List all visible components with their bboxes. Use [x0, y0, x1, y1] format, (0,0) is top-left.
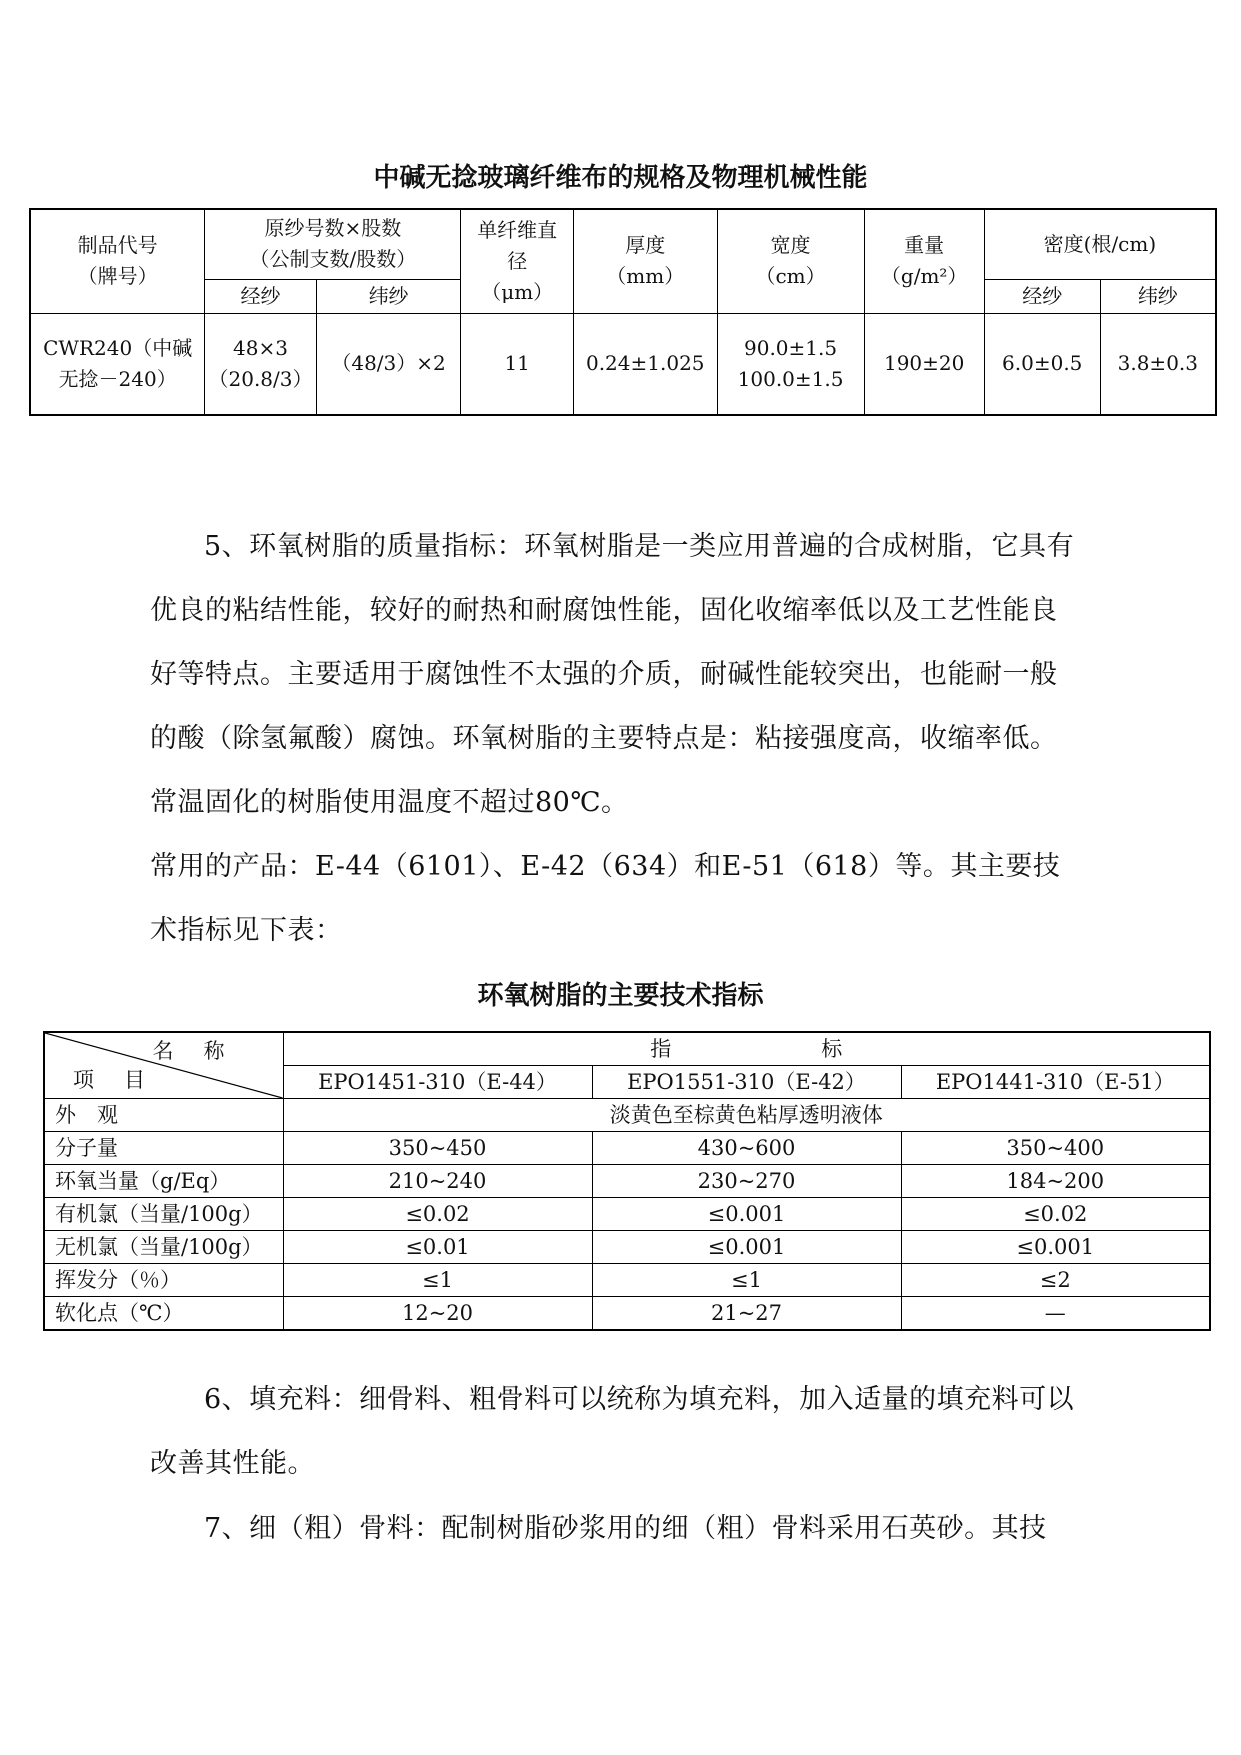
corner-header — [44, 1032, 283, 1099]
table-cell: 184~200 — [901, 1165, 1210, 1198]
column-header: EPO1451-310（E-44） — [283, 1066, 592, 1099]
table-cell: ≤0.001 — [592, 1231, 901, 1264]
header-density-warp: 经纱 — [984, 279, 1100, 313]
paragraph-5: 5、环氧树脂的质量指标：环氧树脂是一类应用普遍的合成树脂，它具有优良的粘结性能，较好的耐热和耐腐蚀性能，固化收缩率低以及工艺性能良好等特点。主要适用于腐蚀性不太强的介质，耐碱性能较突出，也能耐一般的酸（除氢氟酸）腐蚀。环氧树脂的主要特点是：粘接强度高，收缩率低。常温固化的树脂使用温度不超过80℃。 — [150, 531, 1075, 818]
cell-weft: （48/3）×2 — [316, 313, 461, 415]
row-label: 无机氯（当量/100g） — [44, 1231, 283, 1264]
header-weft: 纬纱 — [316, 279, 461, 313]
header-diameter-line3: （μm） — [481, 279, 554, 304]
row-label: 分子量 — [44, 1132, 283, 1165]
cell-thickness: 0.24±1.025 — [573, 313, 717, 415]
header-width — [717, 209, 864, 313]
table-row — [44, 1297, 1210, 1331]
paragraph-7: 7、细（粗）骨料：配制树脂砂浆用的细（粗）骨料采用石英砂。其技 — [204, 1513, 1047, 1544]
table-cell: 21~27 — [592, 1297, 901, 1331]
table-cell: ≤0.02 — [283, 1198, 592, 1231]
header-yarn-line2: （公制支数/股数） — [249, 247, 417, 272]
cell-code-line1: CWR240（中碱 — [43, 335, 193, 360]
cell-width — [717, 313, 864, 415]
column-header: EPO1441-310（E-51） — [901, 1066, 1210, 1099]
cell-density-warp: 6.0±0.5 — [984, 313, 1100, 415]
table-cell: ≤0.001 — [592, 1198, 901, 1231]
header-code-line1: 制品代号 — [77, 233, 158, 258]
table-row — [44, 1132, 1210, 1165]
table-cell: 12~20 — [283, 1297, 592, 1331]
header-thickness — [573, 209, 717, 313]
header-diameter-line1: 单纤维直 — [477, 217, 558, 242]
epoxy-spec-table — [43, 1031, 1211, 1331]
cell-warp — [205, 313, 316, 415]
table-cell: 350~400 — [901, 1132, 1210, 1165]
cell-warp-line1: 48×3 — [233, 335, 288, 360]
table-cell: 350~450 — [283, 1132, 592, 1165]
paragraph-5-products: 常用的产品：E-44（6101）、E-42（634）和E-51（618）等。其主要技术指标见下表： — [150, 851, 1061, 946]
table-row — [44, 1165, 1210, 1198]
table-cell: 210~240 — [283, 1165, 592, 1198]
corner-top-label: 名称 — [152, 1039, 255, 1063]
indicator-header — [283, 1032, 1210, 1066]
header-weight — [864, 209, 984, 313]
table-row — [44, 1264, 1210, 1297]
cell-code-line2: 无捻－240） — [58, 366, 177, 391]
cell-code — [30, 313, 205, 415]
header-code-line2: （牌号） — [77, 264, 158, 289]
column-header: EPO1551-310（E-42） — [592, 1066, 901, 1099]
header-density-weft: 纬纱 — [1100, 279, 1216, 313]
table-cell: 430~600 — [592, 1132, 901, 1165]
header-warp: 经纱 — [205, 279, 316, 313]
header-yarn — [205, 209, 461, 279]
header-weight-line2: （g/m²） — [880, 264, 968, 289]
row-label: 有机氯（当量/100g） — [44, 1198, 283, 1231]
table-cell: ≤0.02 — [901, 1198, 1210, 1231]
appearance-value: 淡黄色至棕黄色粘厚透明液体 — [283, 1099, 1210, 1132]
header-thickness-line1: 厚度 — [625, 233, 666, 258]
header-yarn-line1: 原纱号数×股数 — [264, 216, 402, 241]
header-thickness-line2: （mm） — [606, 264, 685, 289]
header-width-line1: 宽度 — [770, 233, 811, 258]
table-cell: 230~270 — [592, 1165, 901, 1198]
cell-width-line1: 90.0±1.5 — [744, 335, 838, 360]
header-diameter — [461, 209, 573, 313]
table1-title: 中碱无捻玻璃纤维布的规格及物理机械性能 — [373, 163, 868, 193]
table-row — [44, 1231, 1210, 1264]
cell-diameter: 11 — [461, 313, 573, 415]
glass-fiber-spec-table — [29, 208, 1217, 416]
table-row — [30, 313, 1216, 415]
table-cell: ≤2 — [901, 1264, 1210, 1297]
row-label: 环氧当量（g/Eq） — [44, 1165, 283, 1198]
table-row — [44, 1198, 1210, 1231]
table-cell: ≤0.001 — [901, 1231, 1210, 1264]
corner-bottom-label: 项目 — [73, 1068, 175, 1092]
table-row — [44, 1099, 1210, 1132]
row-label: 软化点（℃） — [44, 1297, 283, 1331]
header-code — [30, 209, 205, 313]
row-label: 外 观 — [44, 1099, 283, 1132]
paragraph-6: 6、填充料：细骨料、粗骨料可以统称为填充料，加入适量的填充料可以改善其性能。 — [150, 1384, 1075, 1479]
table-cell: ≤1 — [592, 1264, 901, 1297]
row-label: 挥发分（％） — [44, 1264, 283, 1297]
header-weight-line1: 重量 — [904, 233, 945, 258]
cell-warp-line2: （20.8/3） — [208, 366, 313, 391]
table-cell: ≤1 — [283, 1264, 592, 1297]
header-diameter-line2: 径 — [507, 248, 528, 273]
cell-weight: 190±20 — [864, 313, 984, 415]
table-cell: ≤0.01 — [283, 1231, 592, 1264]
table2-title: 环氧树脂的主要技术指标 — [477, 981, 764, 1011]
cell-width-line2: 100.0±1.5 — [737, 366, 844, 391]
header-density: 密度(根/cm) — [984, 209, 1216, 279]
table-cell: — — [901, 1297, 1210, 1331]
header-width-line2: （cm） — [755, 264, 826, 289]
indicator-header-label: 指标 — [650, 1037, 993, 1061]
cell-density-weft: 3.8±0.3 — [1100, 313, 1216, 415]
